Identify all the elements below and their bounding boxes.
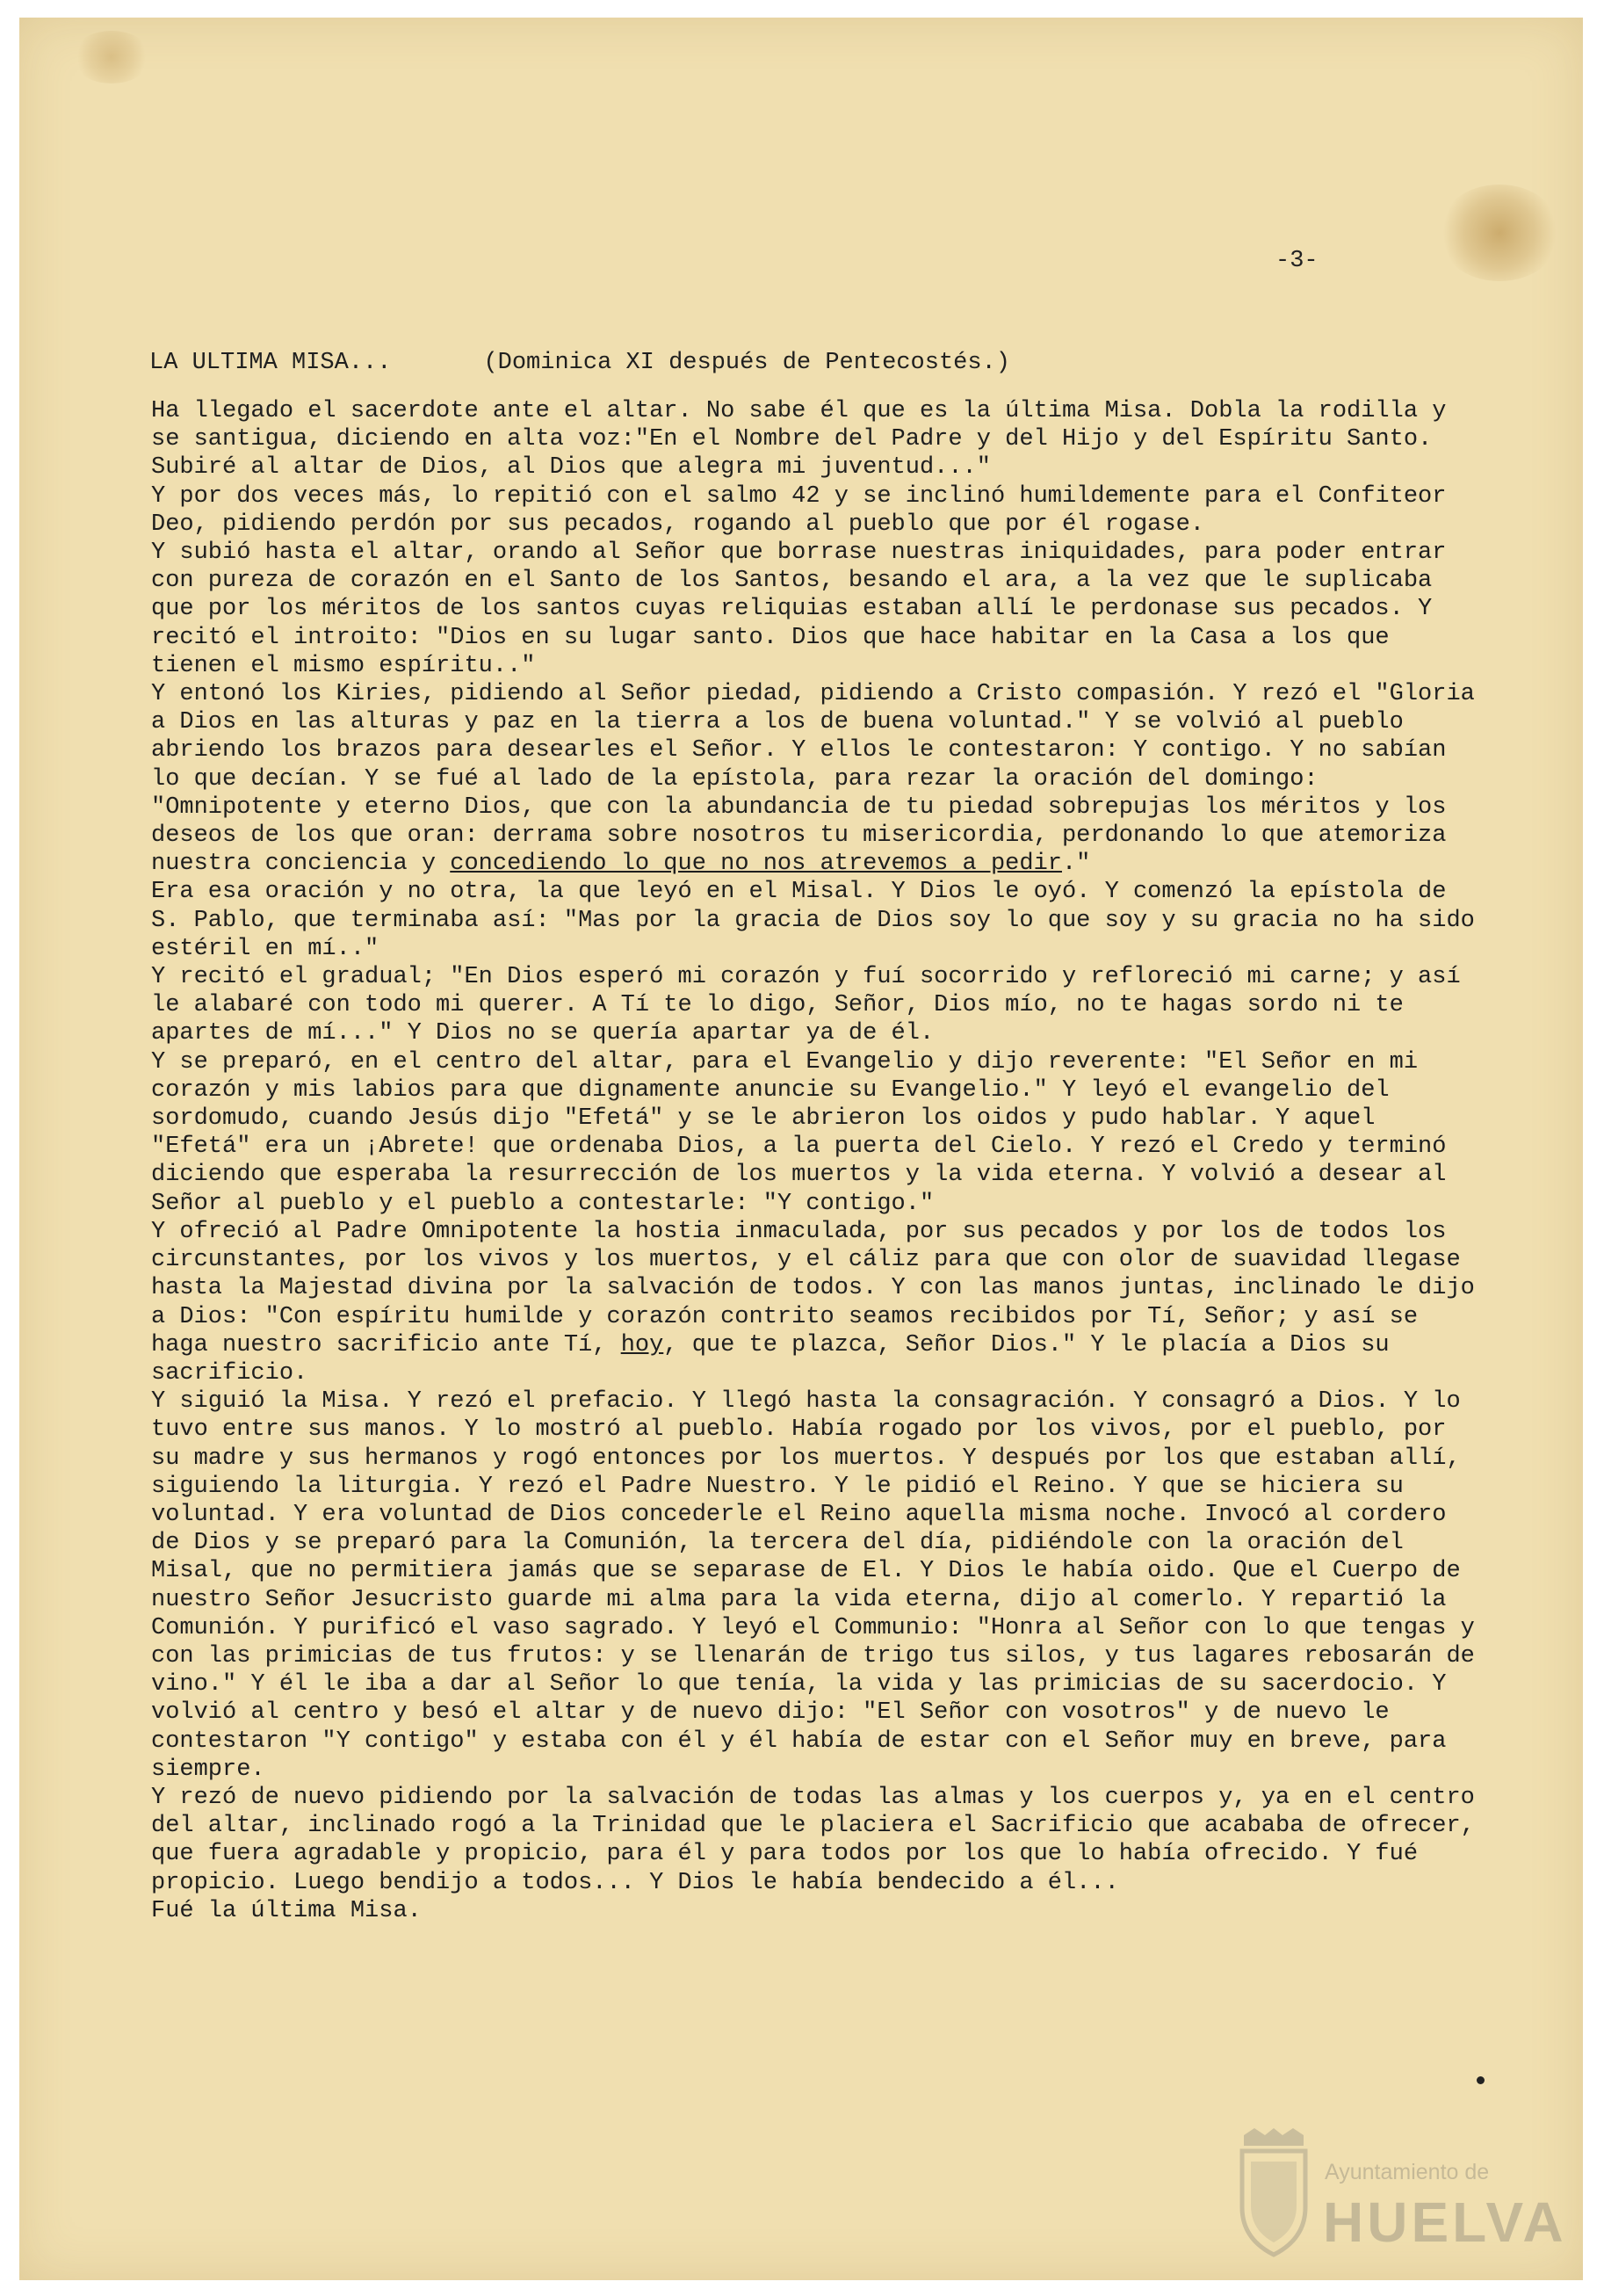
paragraph: Y siguió la Misa. Y rezó el prefacio. Y llegó hasta la consagración. Y consagró a Dios. Y lo tuvo entre sus manos. Y lo mostró al pueblo. Había rogado por los vivos, por el pueblo, por su madre y sus hermanos y rogó entonces por los muertos. Y después por los que estaban allí, siguiendo la liturgia. Y rezó el Padre Nuestro. Y le pidió el Reino. Y que se hiciera su voluntad. Y era voluntad de Dios concederle el Reino aquella misma noche. Invocó al cordero de Dios y se preparó para la Comunión, la tercera del día, pidiéndole con la oración del Misal, que no permitiera jamás que se separase de El. Y Dios le había oido. Que el Cuerpo de nuestro Señor Jesucristo guarde mi alma para la vida eterna, dijo al comerlo. Y repartió la Comunión. Y purificó el vaso sagrado. Y leyó el Communio: "Honra al Señor con lo que tengas y con las primicias de tus frutos: y se llenarán de trigo tus silos, y tus lagares rebosarán de vino." Y él le iba a dar al Señor lo que tenía, la vida y las primicias de su sacerdocio. Y volvió al centro y besó el altar y de nuevo dijo: "El Señor con vosotros" y de nuevo le contestaron "Y contigo" y estaba con él y él había de estar con el Señor muy en breve, para siempre.: [151, 1388, 1475, 1783]
stain-top-right: [1438, 185, 1561, 281]
paragraph: Y recitó el gradual; "En Dios esperó mi corazón y fuí socorrido y refloreció mi carne; y así le alabaré con todo mi querer. A Tí te lo digo, Señor, Dios mío, no te hagas sordo ni te apartes de mí..." Y Dios no se quería apartar ya de él.: [151, 964, 1461, 1047]
page-number: -3-: [1275, 248, 1319, 274]
watermark-line2: HUELVA: [1323, 2191, 1567, 2254]
body-text: [151, 397, 1478, 1925]
paragraph-offertory: [151, 1218, 1478, 1387]
paper-sheet: [19, 18, 1583, 2280]
paragraph: Y rezó de nuevo pidiendo por la salvación de todas las almas y los cuerpos y, ya en el centro del altar, inclinado rogó a la Trinidad que le placiera el Sacrificio que acababa de ofrecer, que fuera agradable y propicio, para él y para todos por los que lo había ofrecido. Y fué propicio. Luego bendijo a todos... Y Dios le había bendecido a él...: [151, 1784, 1475, 1896]
paragraph-text: Y entonó los Kiries, pidiendo al Señor piedad, pidiendo a Cristo compasión. Y rezó el "Gloria a Dios en las alturas y paz en la tierra a los de buena voluntad." Y se volvió al pueblo abriendo los brazos para desearles el Señor. Y ellos le contestaron: Y contigo. Y no sabían lo que decían. Y se fué al lado de la epístola, para rezar la oración del domingo: "Omnipotente y eterno Dios, que con la abundancia de tu piedad sobrepujas los méritos y los deseos de los que oran: derrama sobre nosotros tu misericordia, perdonando lo que atemoriza nuestra conciencia y: [151, 681, 1475, 878]
paragraph-collect: [151, 680, 1478, 878]
paragraph: Era esa oración y no otra, la que leyó en el Misal. Y Dios le oyó. Y comenzó la epístola de S. Pablo, que terminaba así: "Mas por la gracia de Dios soy lo que soy y su gracia no ha sido estéril en mí..": [151, 879, 1475, 962]
paragraph: Y subió hasta el altar, orando al Señor que borrase nuestras iniquidades, para poder entrar con pureza de corazón en el Santo de los Santos, besando el ara, a la vez que le suplicaba que por los méritos de los santos cuyas reliquias estaban allí le perdonase sus pecados. Y recitó el introito: "Dios en su lugar santo. Dios que hace habitar en la Casa a los que tienen el mismo espíritu..": [151, 540, 1447, 679]
underlined-phrase: concediendo lo que no nos atrevemos a pedir: [450, 851, 1062, 878]
watermark-line1: Ayuntamiento de: [1325, 2160, 1490, 2184]
title-line: [149, 350, 1010, 376]
paragraph-closing: Fué la última Misa.: [151, 1897, 422, 1924]
crest-icon: [1237, 2126, 1311, 2258]
paragraph-tail: .": [1061, 851, 1091, 878]
paragraph: Y por dos veces más, lo repitió con el salmo 42 y se inclinó humildemente para el Confiteor Deo, pidiendo perdón por sus pecados, rogando al pueblo que por él rogase.: [151, 482, 1447, 538]
stain-top-left: [72, 31, 151, 83]
watermark: [1237, 2126, 1567, 2267]
paragraph-text: Y ofreció al Padre Omnipotente la hostia inmaculada, por sus pecados y por los de todos los circunstantes, por los vivos y los muertos, y el cáliz para que con olor de suavidad llegase hasta la Majestad divina por la salvación de todos. Y con las manos juntas, inclinado le dijo a Dios: "Con espíritu humilde y corazón contrito seamos recibidos por Tí, Señor; y así se haga nuestro sacrificio ante Tí,: [151, 1218, 1475, 1358]
paragraph-tail: , que te plazca, Señor Dios." Y le placía a Dios su sacrificio.: [151, 1331, 1390, 1387]
paragraph: Ha llegado el sacerdote ante el altar. No sabe él que es la última Misa. Dobla la rodilla y se santigua, diciendo en alta voz:"En el Nombre del Padre y del Hijo y del Espíritu Santo. Subiré al altar de Dios, al Dios que alegra mi juventud...": [151, 398, 1447, 482]
underlined-word: hoy: [620, 1331, 664, 1358]
document-subtitle: (Dominica XI después de Pentecostés.): [483, 350, 1010, 376]
paragraph: Y se preparó, en el centro del altar, para el Evangelio y dijo reverente: "El Señor en mi corazón y mis labios para que dignamente anuncie su Evangelio." Y leyó el evangelio del sordomudo, cuando Jesús dijo "Efetá" y se le abrieron los oidos y pudo hablar. Y aquel "Efetá" era un ¡Abrete! que ordenaba Dios, a la puerta del Cielo. Y rezó el Credo y terminó diciendo que esperaba la resurrección de los muertos y la vida eterna. Y volvió a desear al Señor al pueblo y el pueblo a contestarle: "Y contigo.": [151, 1048, 1447, 1217]
document-title: LA ULTIMA MISA...: [149, 350, 392, 376]
closing-dot: [1477, 2076, 1485, 2084]
